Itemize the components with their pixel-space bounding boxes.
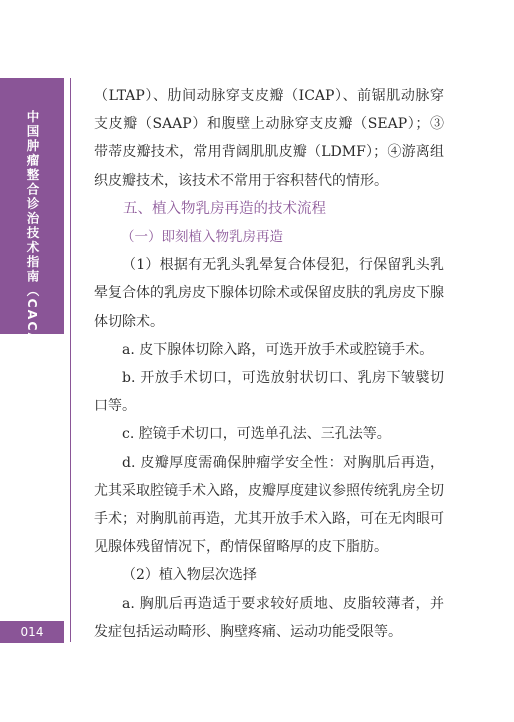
paragraph: b. 开放手术切口，可选放射状切口、乳房下皱襞切口等。 (94, 370, 444, 415)
section-title: 五、植入物乳房再造的技术流程 (123, 200, 326, 217)
paragraph: a. 胸肌后再造适于要求较好质地、皮脂较薄者，并发症包括运动畸形、胸壁疼痛、运动功能受限等。 (94, 595, 444, 640)
sidebar-tab (0, 78, 64, 359)
paragraph: d. 皮瓣厚度需确保肿瘤学安全性：对胸肌后再造，尤其采取腔镜手术入路，皮瓣厚度建议参照传统乳房全切手术；对胸肌前再造，尤其开放手术入路，可在无肉眼可见腺体残留情况下，酌情保留略厚的皮下脂肪。 (94, 454, 444, 556)
paragraph: a. 皮下腺体切除入路，可选开放手术或腔镜手术。 (122, 341, 434, 358)
margin-divider (70, 78, 71, 642)
paragraph-heading: （2）植入物层次选择 (122, 567, 257, 584)
sidebar-title: 中国肿瘤整合诊治技术指南（CACA） (25, 110, 40, 359)
paragraph-continuation: （LTAP）、肋间动脉穿支皮瓣（ICAP）、前锯肌动脉穿支皮瓣（SAAP）和腹壁上动脉穿支皮瓣（SEAP）；③带蒂皮瓣技术，常用背阔肌肌皮瓣（LDMF）；④游离组织皮瓣技术，该技术不常用于容积替代的情形。 (94, 88, 444, 189)
paragraph: c. 腔镜手术切口，可选单孔法、三孔法等。 (122, 426, 391, 443)
page-content (94, 82, 444, 646)
paragraph: （1）根据有无乳头乳晕复合体侵犯，行保留乳头乳晕复合体的乳房皮下腺体切除术或保留皮肤的乳房皮下腺体切除术。 (94, 257, 444, 330)
subsection-title: （一）即刻植入物乳房再造 (121, 229, 283, 246)
page-number-box (0, 621, 64, 643)
page-number: 014 (20, 625, 44, 639)
